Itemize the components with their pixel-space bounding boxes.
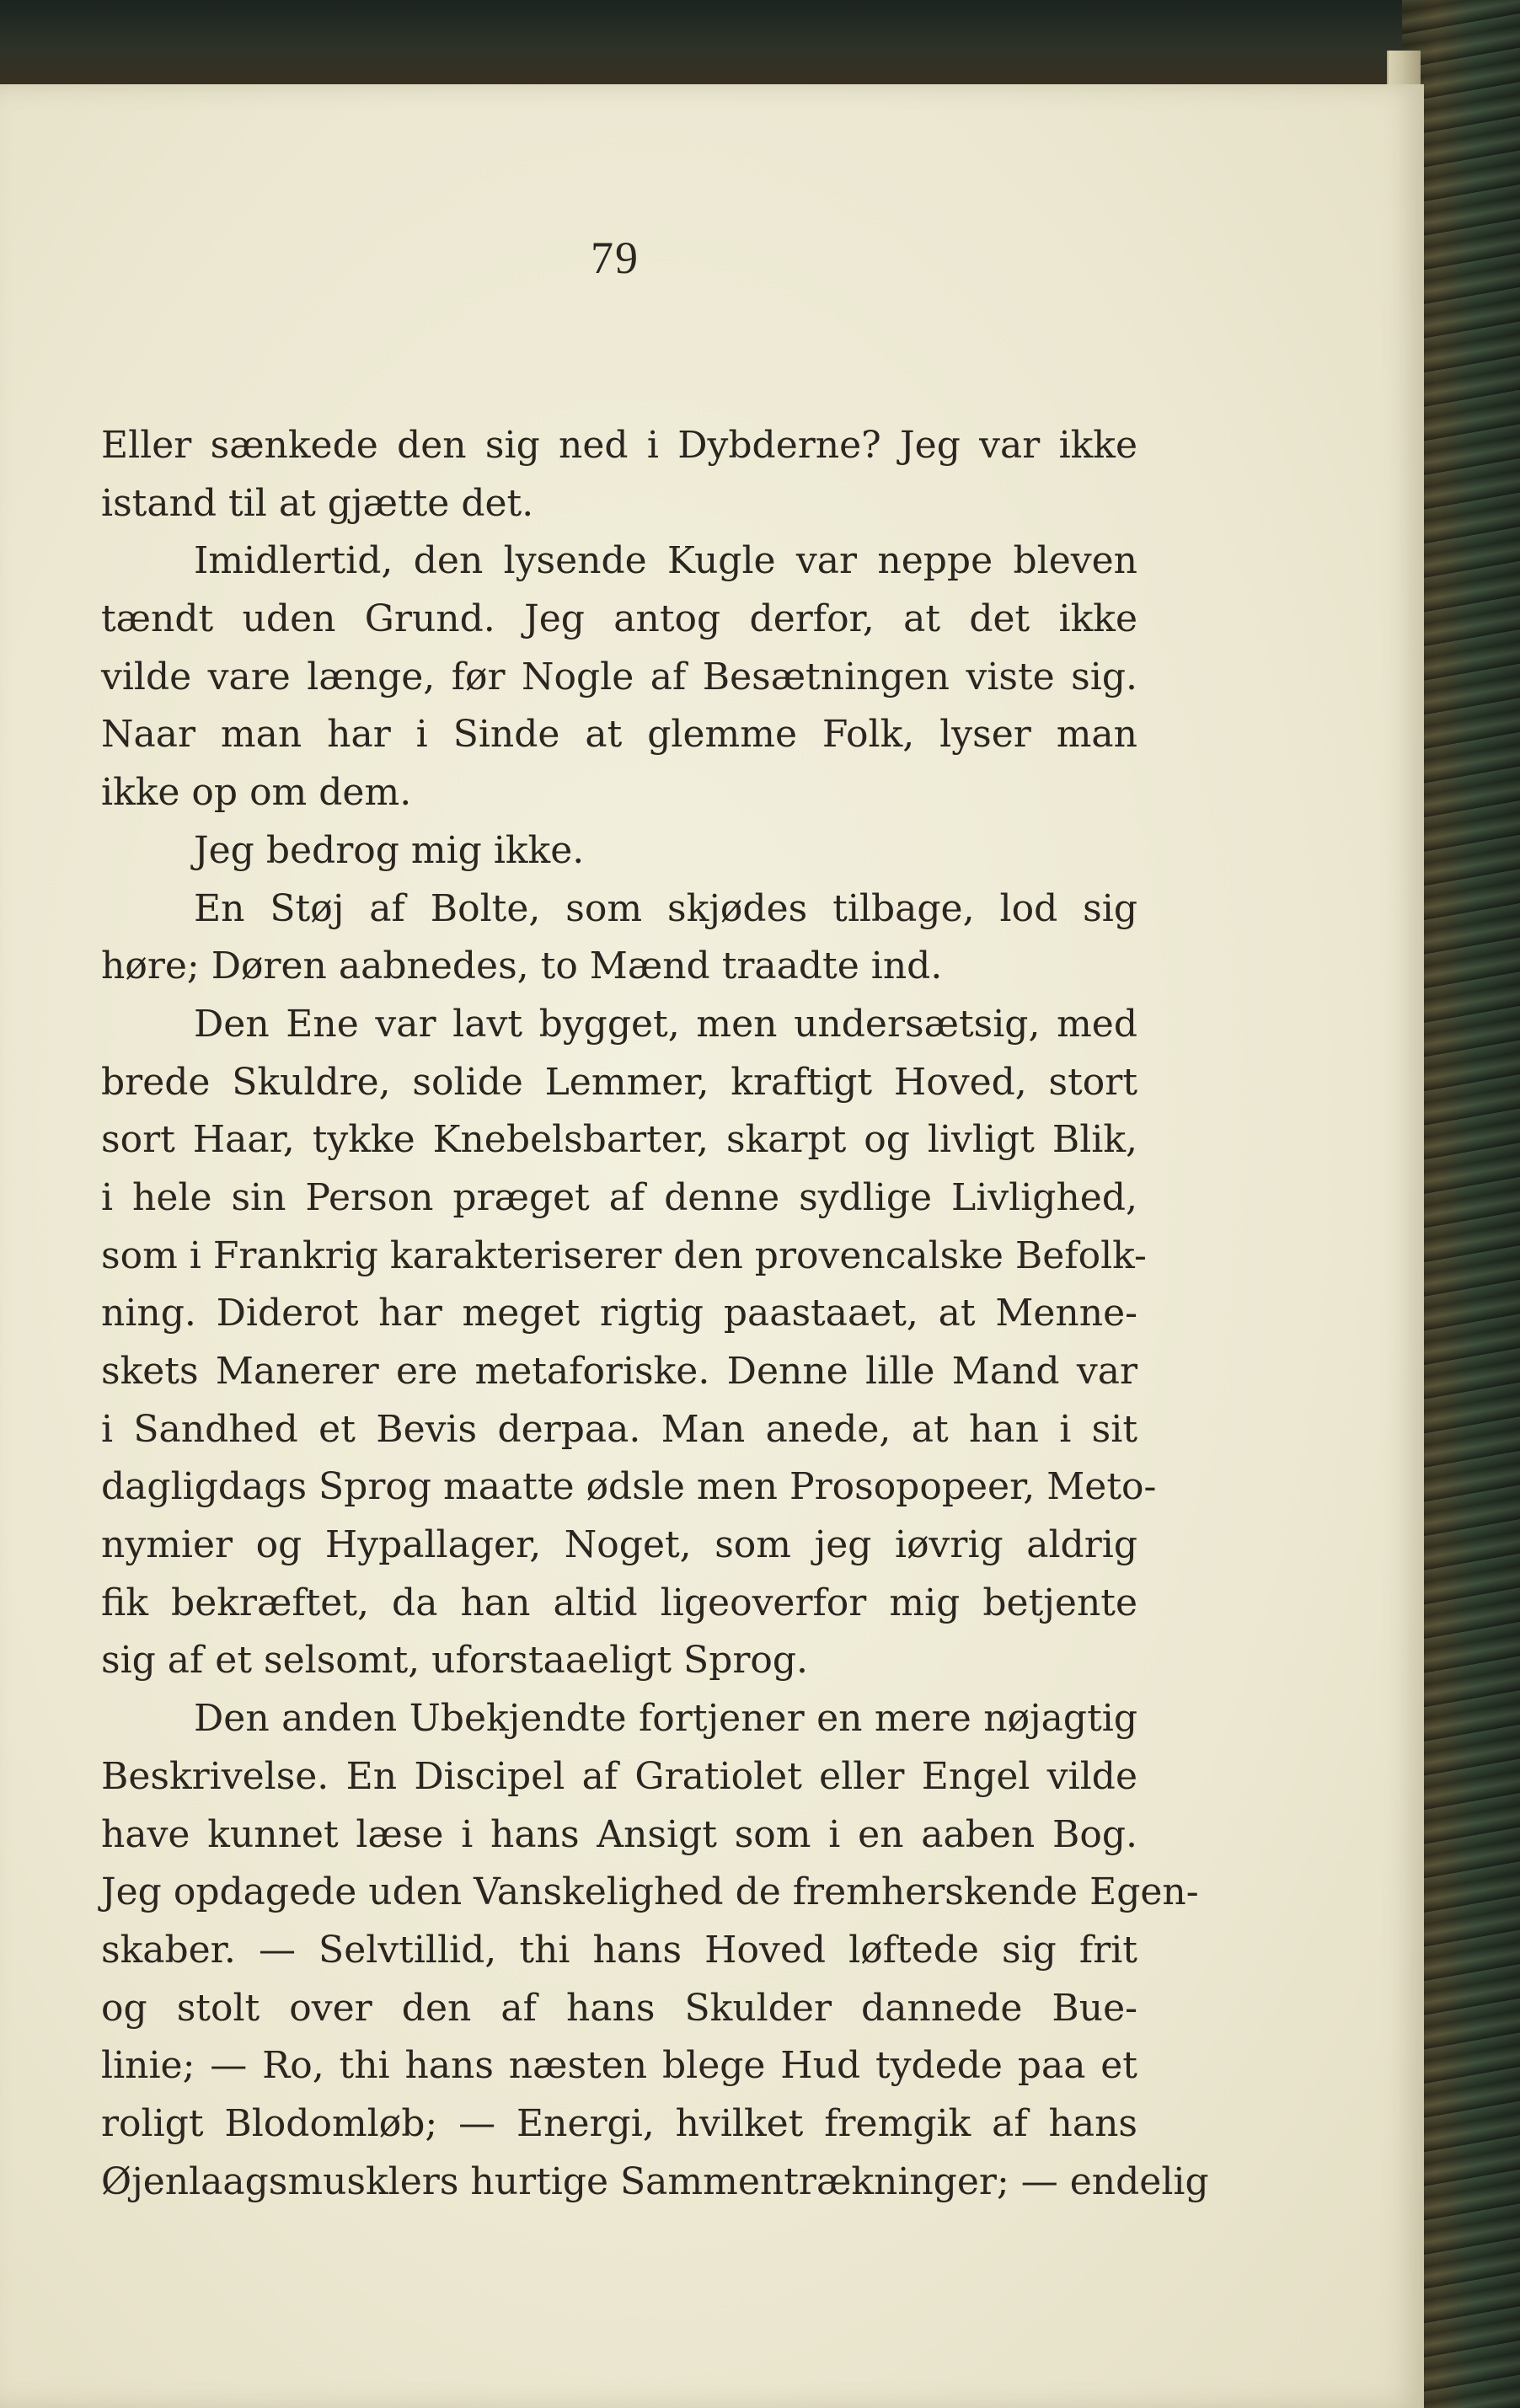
text-line: Naar man har i Sinde at glemme Folk, lyser man	[101, 713, 1137, 757]
text-line: i Sandhed et Bevis derpaa. Man anede, at han i sit	[101, 1407, 1137, 1451]
text-line: dagligdags Sprog maatte ødsle men Prosopopeer, Meto-	[101, 1465, 1157, 1509]
text-line: En Støj af Bolte, som skjødes tilbage, lod sig	[194, 886, 1137, 930]
text-line: Eller sænkede den sig ned i Dybderne? Jeg var ikke	[101, 424, 1137, 467]
body-text	[101, 417, 1209, 2211]
text-line: tændt uden Grund. Jeg antog derfor, at det ikke	[101, 597, 1137, 641]
text-line: Beskrivelse. En Discipel af Gratiolet eller Engel vilde	[101, 1754, 1137, 1798]
text-line: fik bekræftet, da han altid ligeoverfor mig betjente	[101, 1581, 1137, 1624]
text-line: ning. Diderot har meget rigtig paastaaet, at Menne-	[101, 1292, 1137, 1335]
text-line: Jeg bedrog mig ikke.	[194, 828, 585, 872]
text-line: Den Ene var lavt bygget, men undersætsig, med	[194, 1002, 1137, 1046]
text-line: brede Skuldre, solide Lemmer, kraftigt Hoved, stort	[101, 1060, 1137, 1104]
text-line: sig af et selsomt, uforstaaeligt Sprog.	[101, 1639, 809, 1683]
text-line: som i Frankrig karakteriserer den provencalske Befolk-	[101, 1233, 1147, 1277]
text-line: skaber. — Selvtillid, thi hans Hoved løftede sig frit	[101, 1928, 1137, 1972]
text-line: i hele sin Person præget af denne sydlige Livlighed,	[101, 1175, 1137, 1219]
text-line: Imidlertid, den lysende Kugle var neppe bleven	[194, 539, 1137, 583]
background-top	[0, 0, 1520, 93]
text-line: og stolt over den af hans Skulder dannede Bue-	[101, 1986, 1137, 2030]
text-line: have kunnet læse i hans Ansigt som i en aaben Bog.	[101, 1812, 1137, 1856]
text-line: vilde vare længe, før Nogle af Besætningen viste sig.	[101, 655, 1137, 698]
text-line: Den anden Ubekjendte fortjener en mere nøjagtig	[194, 1697, 1137, 1741]
text-line: høre; Døren aabnedes, to Mænd traadte ind.	[101, 944, 943, 988]
text-line: ikke op om dem.	[101, 771, 412, 815]
text-line: Øjenlaagsmusklers hurtige Sammentrækninger; — endelig	[101, 2159, 1209, 2203]
text-line: roligt Blodomløb; — Energi, hvilket fremgik af hans	[101, 2101, 1137, 2145]
text-line: istand til at gjætte det.	[101, 481, 534, 525]
text-line: nymier og Hypallager, Noget, som jeg iøvrig aldrig	[101, 1523, 1137, 1567]
page-number: 79	[591, 233, 640, 283]
text-line: sort Haar, tykke Knebelsbarter, skarpt og livligt Blik,	[101, 1118, 1137, 1162]
text-line: skets Manerer ere metaforiske. Denne lille Mand var	[101, 1350, 1137, 1393]
text-line: Jeg opdagede uden Vanskelighed de fremherskende Egen-	[101, 1870, 1199, 1914]
text-line: linie; — Ro, thi hans næsten blege Hud tydede paa et	[101, 2044, 1137, 2088]
book-page	[0, 84, 1424, 2408]
